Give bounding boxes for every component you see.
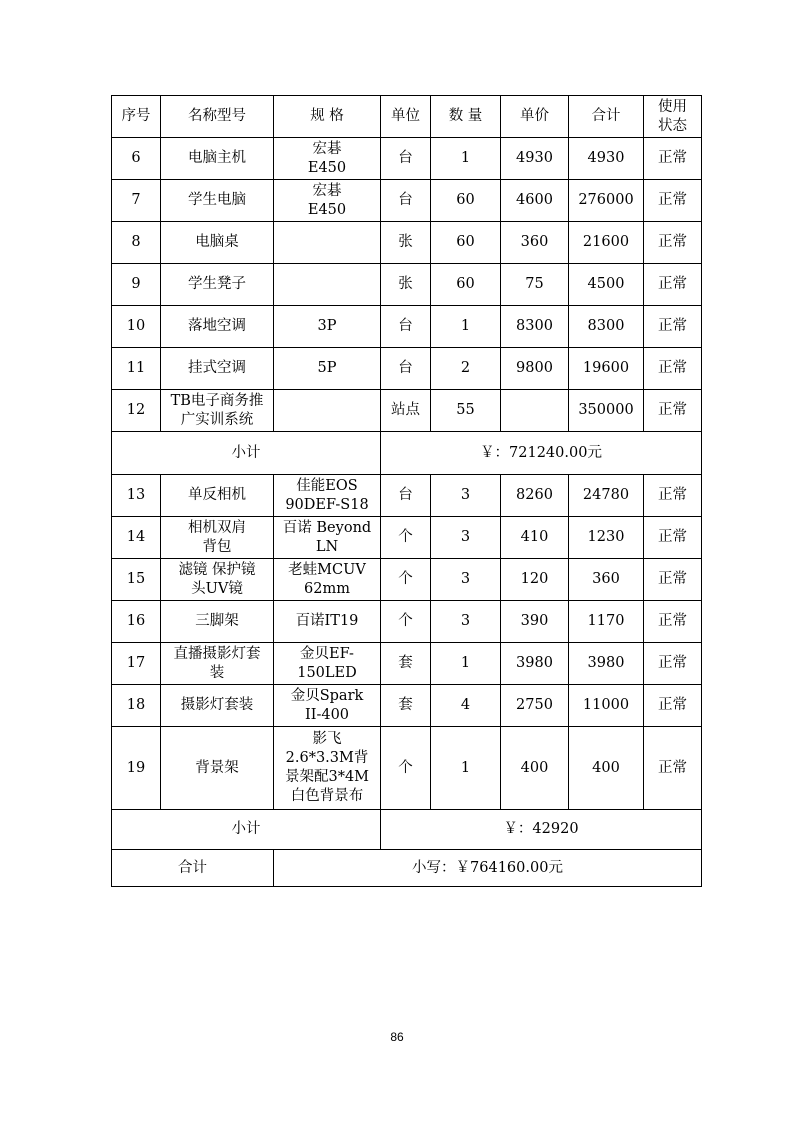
cell-name: 挂式空调 [161,348,274,390]
subtotal-row [112,810,702,850]
cell-qty: 60 [431,264,501,306]
cell-no: 8 [112,222,161,264]
cell-qty: 3 [431,601,501,643]
cell-spec: 宏碁 E450 [274,180,381,222]
cell-name: 电脑桌 [161,222,274,264]
cell-spec: 金贝EF- 150LED [274,643,381,685]
cell-spec: 百诺 Beyond LN [274,517,381,559]
cell-qty: 3 [431,559,501,601]
cell-unit: 个 [381,727,431,810]
cell-spec: 3P [274,306,381,348]
table-row [112,475,702,517]
cell-total: 19600 [569,348,644,390]
cell-no: 19 [112,727,161,810]
cell-spec: 金贝Spark II-400 [274,685,381,727]
cell-price: 9800 [501,348,569,390]
cell-price: 4930 [501,138,569,180]
cell-spec: 佳能EOS 90DEF-S18 [274,475,381,517]
table-row [112,138,702,180]
subtotal-row-value: ￥：721240.00元 [381,432,702,475]
cell-total: 4930 [569,138,644,180]
subtotal-row-label: 小计 [112,810,381,850]
cell-no: 16 [112,601,161,643]
cell-no: 10 [112,306,161,348]
table-row [112,601,702,643]
cell-total: 11000 [569,685,644,727]
grand-total-row-value: 小写：￥764160.00元 [274,850,702,887]
grand-total-row-label: 合计 [112,850,274,887]
cell-total: 360 [569,559,644,601]
cell-name: 学生凳子 [161,264,274,306]
cell-total: 8300 [569,306,644,348]
cell-no: 18 [112,685,161,727]
cell-no: 15 [112,559,161,601]
cell-total: 400 [569,727,644,810]
cell-qty: 55 [431,390,501,432]
header-name: 名称型号 [161,96,274,138]
cell-spec: 老蛙MCUV 62mm [274,559,381,601]
table-row [112,685,702,727]
cell-price: 390 [501,601,569,643]
cell-unit: 个 [381,559,431,601]
cell-status: 正常 [644,138,702,180]
cell-unit: 站点 [381,390,431,432]
subtotal-row [112,432,702,475]
cell-qty: 3 [431,517,501,559]
cell-status: 正常 [644,475,702,517]
cell-name: TB电子商务推 广实训系统 [161,390,274,432]
table-row [112,643,702,685]
cell-no: 14 [112,517,161,559]
cell-price: 8260 [501,475,569,517]
cell-qty: 60 [431,180,501,222]
cell-qty: 4 [431,685,501,727]
cell-total: 24780 [569,475,644,517]
cell-status: 正常 [644,264,702,306]
cell-total: 1230 [569,517,644,559]
table-row [112,222,702,264]
cell-spec: 影飞 2.6*3.3M背 景架配3*4M 白色背景布 [274,727,381,810]
header-spec: 规 格 [274,96,381,138]
cell-status: 正常 [644,643,702,685]
equipment-table [111,95,702,887]
header-total: 合计 [569,96,644,138]
cell-qty: 1 [431,643,501,685]
cell-status: 正常 [644,727,702,810]
cell-price: 2750 [501,685,569,727]
cell-qty: 1 [431,138,501,180]
cell-status: 正常 [644,222,702,264]
cell-qty: 1 [431,727,501,810]
grand-total-row [112,850,702,887]
subtotal-row-value: ￥：42920 [381,810,702,850]
cell-total: 3980 [569,643,644,685]
header-qty: 数 量 [431,96,501,138]
header-no: 序号 [112,96,161,138]
cell-no: 9 [112,264,161,306]
cell-name: 学生电脑 [161,180,274,222]
cell-total: 1170 [569,601,644,643]
cell-spec [274,222,381,264]
cell-total: 21600 [569,222,644,264]
cell-qty: 2 [431,348,501,390]
cell-unit: 张 [381,264,431,306]
cell-unit: 台 [381,306,431,348]
cell-unit: 台 [381,348,431,390]
table-row [112,390,702,432]
cell-price: 120 [501,559,569,601]
cell-name: 相机双肩 背包 [161,517,274,559]
cell-name: 背景架 [161,727,274,810]
cell-spec [274,390,381,432]
cell-no: 13 [112,475,161,517]
cell-unit: 套 [381,685,431,727]
cell-no: 12 [112,390,161,432]
cell-status: 正常 [644,390,702,432]
cell-name: 摄影灯套装 [161,685,274,727]
table-row [112,348,702,390]
cell-no: 7 [112,180,161,222]
header-status: 使用 状态 [644,96,702,138]
cell-name: 直播摄影灯套 装 [161,643,274,685]
cell-status: 正常 [644,348,702,390]
table-row [112,264,702,306]
cell-qty: 60 [431,222,501,264]
cell-status: 正常 [644,559,702,601]
cell-name: 三脚架 [161,601,274,643]
cell-status: 正常 [644,517,702,559]
cell-price: 8300 [501,306,569,348]
table-header-row [112,96,702,138]
cell-unit: 个 [381,601,431,643]
cell-unit: 台 [381,180,431,222]
cell-unit: 台 [381,475,431,517]
cell-name: 落地空调 [161,306,274,348]
cell-total: 276000 [569,180,644,222]
cell-no: 17 [112,643,161,685]
cell-spec: 宏碁 E450 [274,138,381,180]
cell-price: 400 [501,727,569,810]
subtotal-row-label: 小计 [112,432,381,475]
cell-qty: 3 [431,475,501,517]
cell-price [501,390,569,432]
cell-status: 正常 [644,685,702,727]
page-number: 86 [390,1030,404,1044]
cell-price: 410 [501,517,569,559]
cell-total: 350000 [569,390,644,432]
cell-unit: 套 [381,643,431,685]
cell-unit: 台 [381,138,431,180]
table-row [112,727,702,810]
cell-unit: 张 [381,222,431,264]
cell-status: 正常 [644,601,702,643]
cell-name: 单反相机 [161,475,274,517]
cell-spec: 5P [274,348,381,390]
cell-name: 电脑主机 [161,138,274,180]
cell-price: 3980 [501,643,569,685]
cell-unit: 个 [381,517,431,559]
cell-name: 滤镜 保护镜 头UV镜 [161,559,274,601]
header-unit: 单位 [381,96,431,138]
table-row [112,559,702,601]
cell-status: 正常 [644,180,702,222]
cell-price: 4600 [501,180,569,222]
cell-qty: 1 [431,306,501,348]
header-price: 单价 [501,96,569,138]
table-row [112,180,702,222]
cell-no: 11 [112,348,161,390]
cell-spec: 百诺IT19 [274,601,381,643]
cell-total: 4500 [569,264,644,306]
cell-price: 75 [501,264,569,306]
table-row [112,306,702,348]
cell-status: 正常 [644,306,702,348]
cell-spec [274,264,381,306]
cell-price: 360 [501,222,569,264]
cell-no: 6 [112,138,161,180]
table-row [112,517,702,559]
